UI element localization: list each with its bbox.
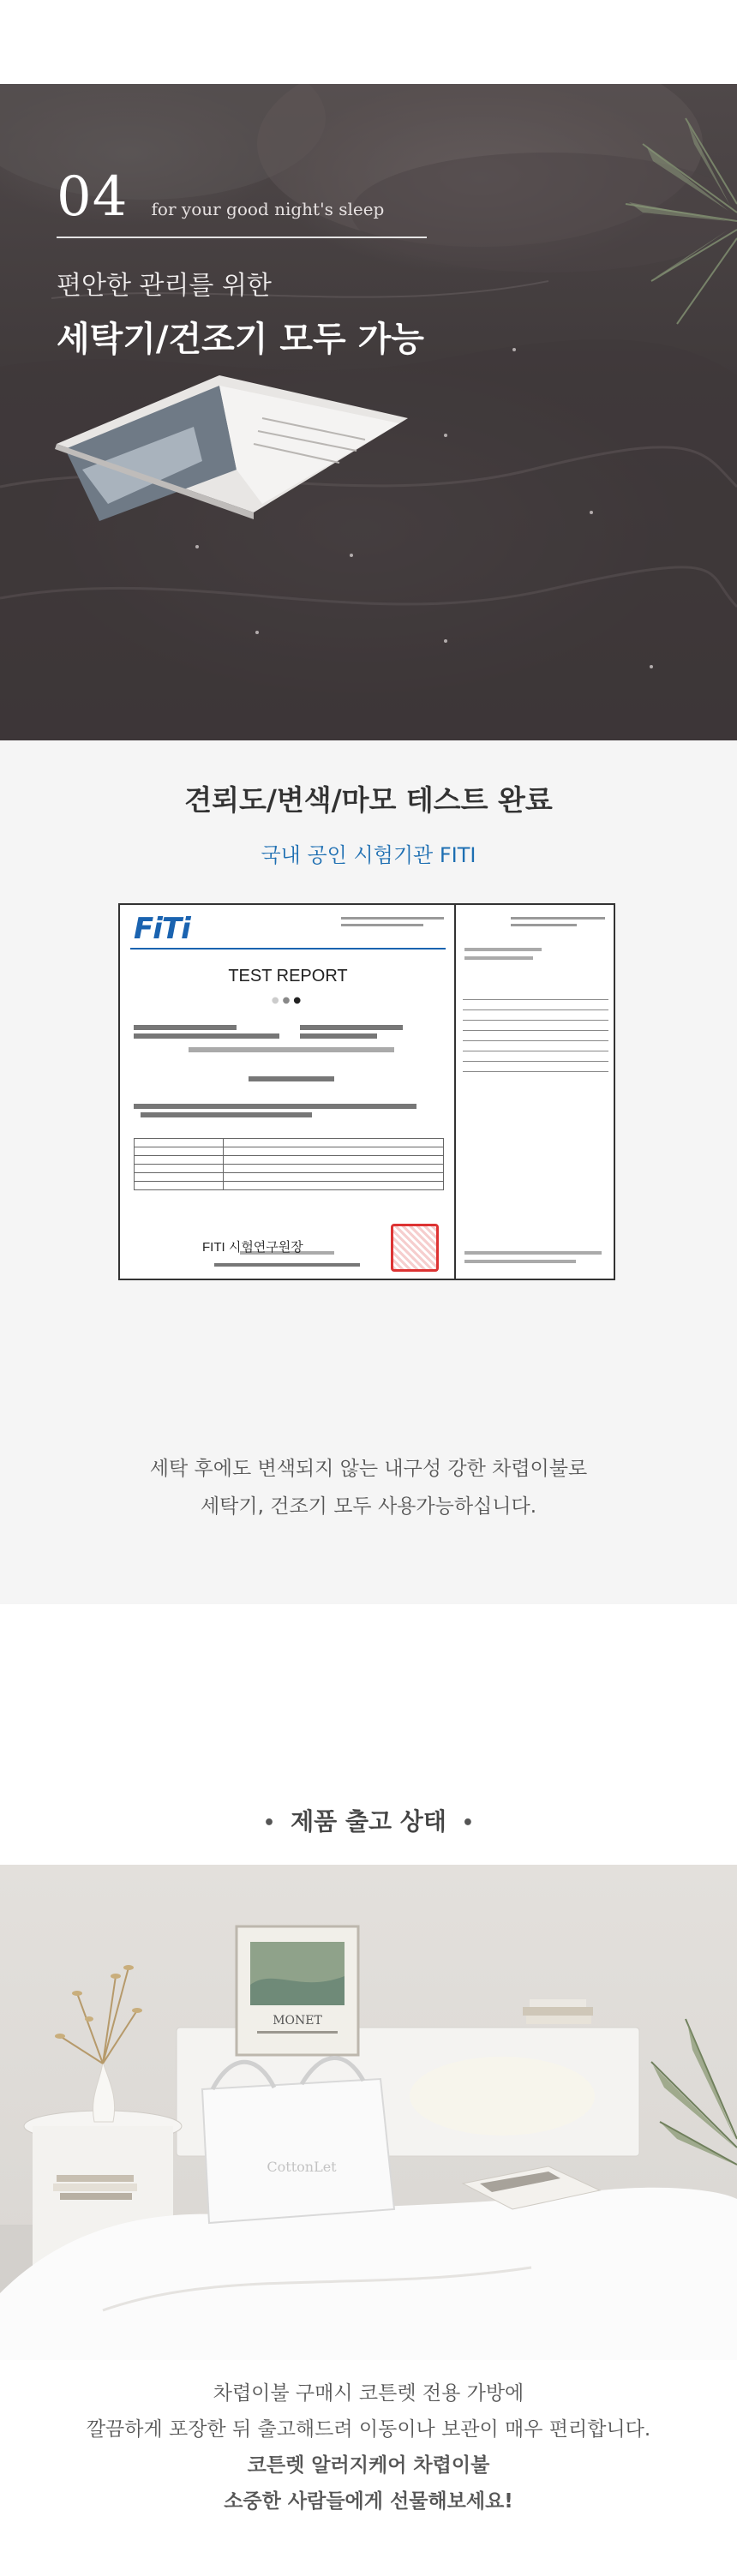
report-dots: ●●●: [271, 996, 305, 1005]
report-side-table: [463, 989, 608, 1072]
bedroom-scene: [0, 1865, 737, 2360]
status-description-line: 차렵이불 구매시 코튼렛 전용 가방에: [213, 2382, 524, 2405]
bag-brand-label: CottonLet: [267, 2159, 337, 2175]
status-description-line: 코튼렛 알러지케어 차렵이불: [247, 2454, 490, 2477]
section-number: 04: [57, 165, 129, 229]
hero-title: 세탁기/건조기 모두 가능: [57, 320, 424, 359]
report-page-main: [118, 903, 458, 1280]
report-header-rule: [130, 948, 446, 950]
hero-divider: [57, 237, 427, 238]
report-result-table: [134, 1138, 444, 1190]
report-address-lines: [341, 917, 444, 931]
status-description: [0, 2375, 737, 2519]
report-heading: TEST REPORT: [228, 967, 348, 985]
section-tagline: for your good night's sleep: [151, 199, 385, 219]
fiti-logo: FiTi: [134, 912, 190, 946]
status-description-line: 깔끔하게 포장한 뒤 출고해드려 이동이나 보관이 매우 편리합니다.: [86, 2418, 651, 2441]
magazine-image: [48, 341, 416, 555]
official-stamp: [391, 1224, 439, 1272]
status-title: [0, 1803, 737, 1837]
palm-plant-image: [574, 110, 737, 332]
test-report-image: [118, 903, 615, 1280]
test-description-line: 세탁 후에도 변색되지 않는 내구성 강한 차렵이불로: [149, 1458, 588, 1480]
product-packaging-photo: [0, 1865, 737, 2360]
test-subtitle: 국내 공인 시험기관 FITI: [261, 843, 476, 867]
status-description-line: 소중한 사람들에게 선물해보세요!: [224, 2490, 513, 2513]
hero-text-block: [57, 165, 427, 361]
hero-subtitle: 편안한 관리를 위한: [57, 271, 272, 301]
bullet-icon: •: [461, 1812, 474, 1834]
test-description: [0, 1450, 737, 1525]
report-company-name: FITI 시험연구원장: [202, 1240, 303, 1255]
test-title: 견뢰도/변색/마모 테스트 완료: [184, 783, 553, 817]
hero-section: [0, 84, 737, 740]
test-description-line: 세탁기, 건조기 모두 사용가능하십니다.: [200, 1495, 537, 1518]
status-title-text: 제품 출고 상태: [291, 1807, 446, 1836]
report-page-side: [454, 903, 615, 1280]
bullet-icon: •: [263, 1812, 276, 1834]
test-report-section: [0, 740, 737, 1604]
poster-title: MONET: [273, 2014, 322, 2028]
